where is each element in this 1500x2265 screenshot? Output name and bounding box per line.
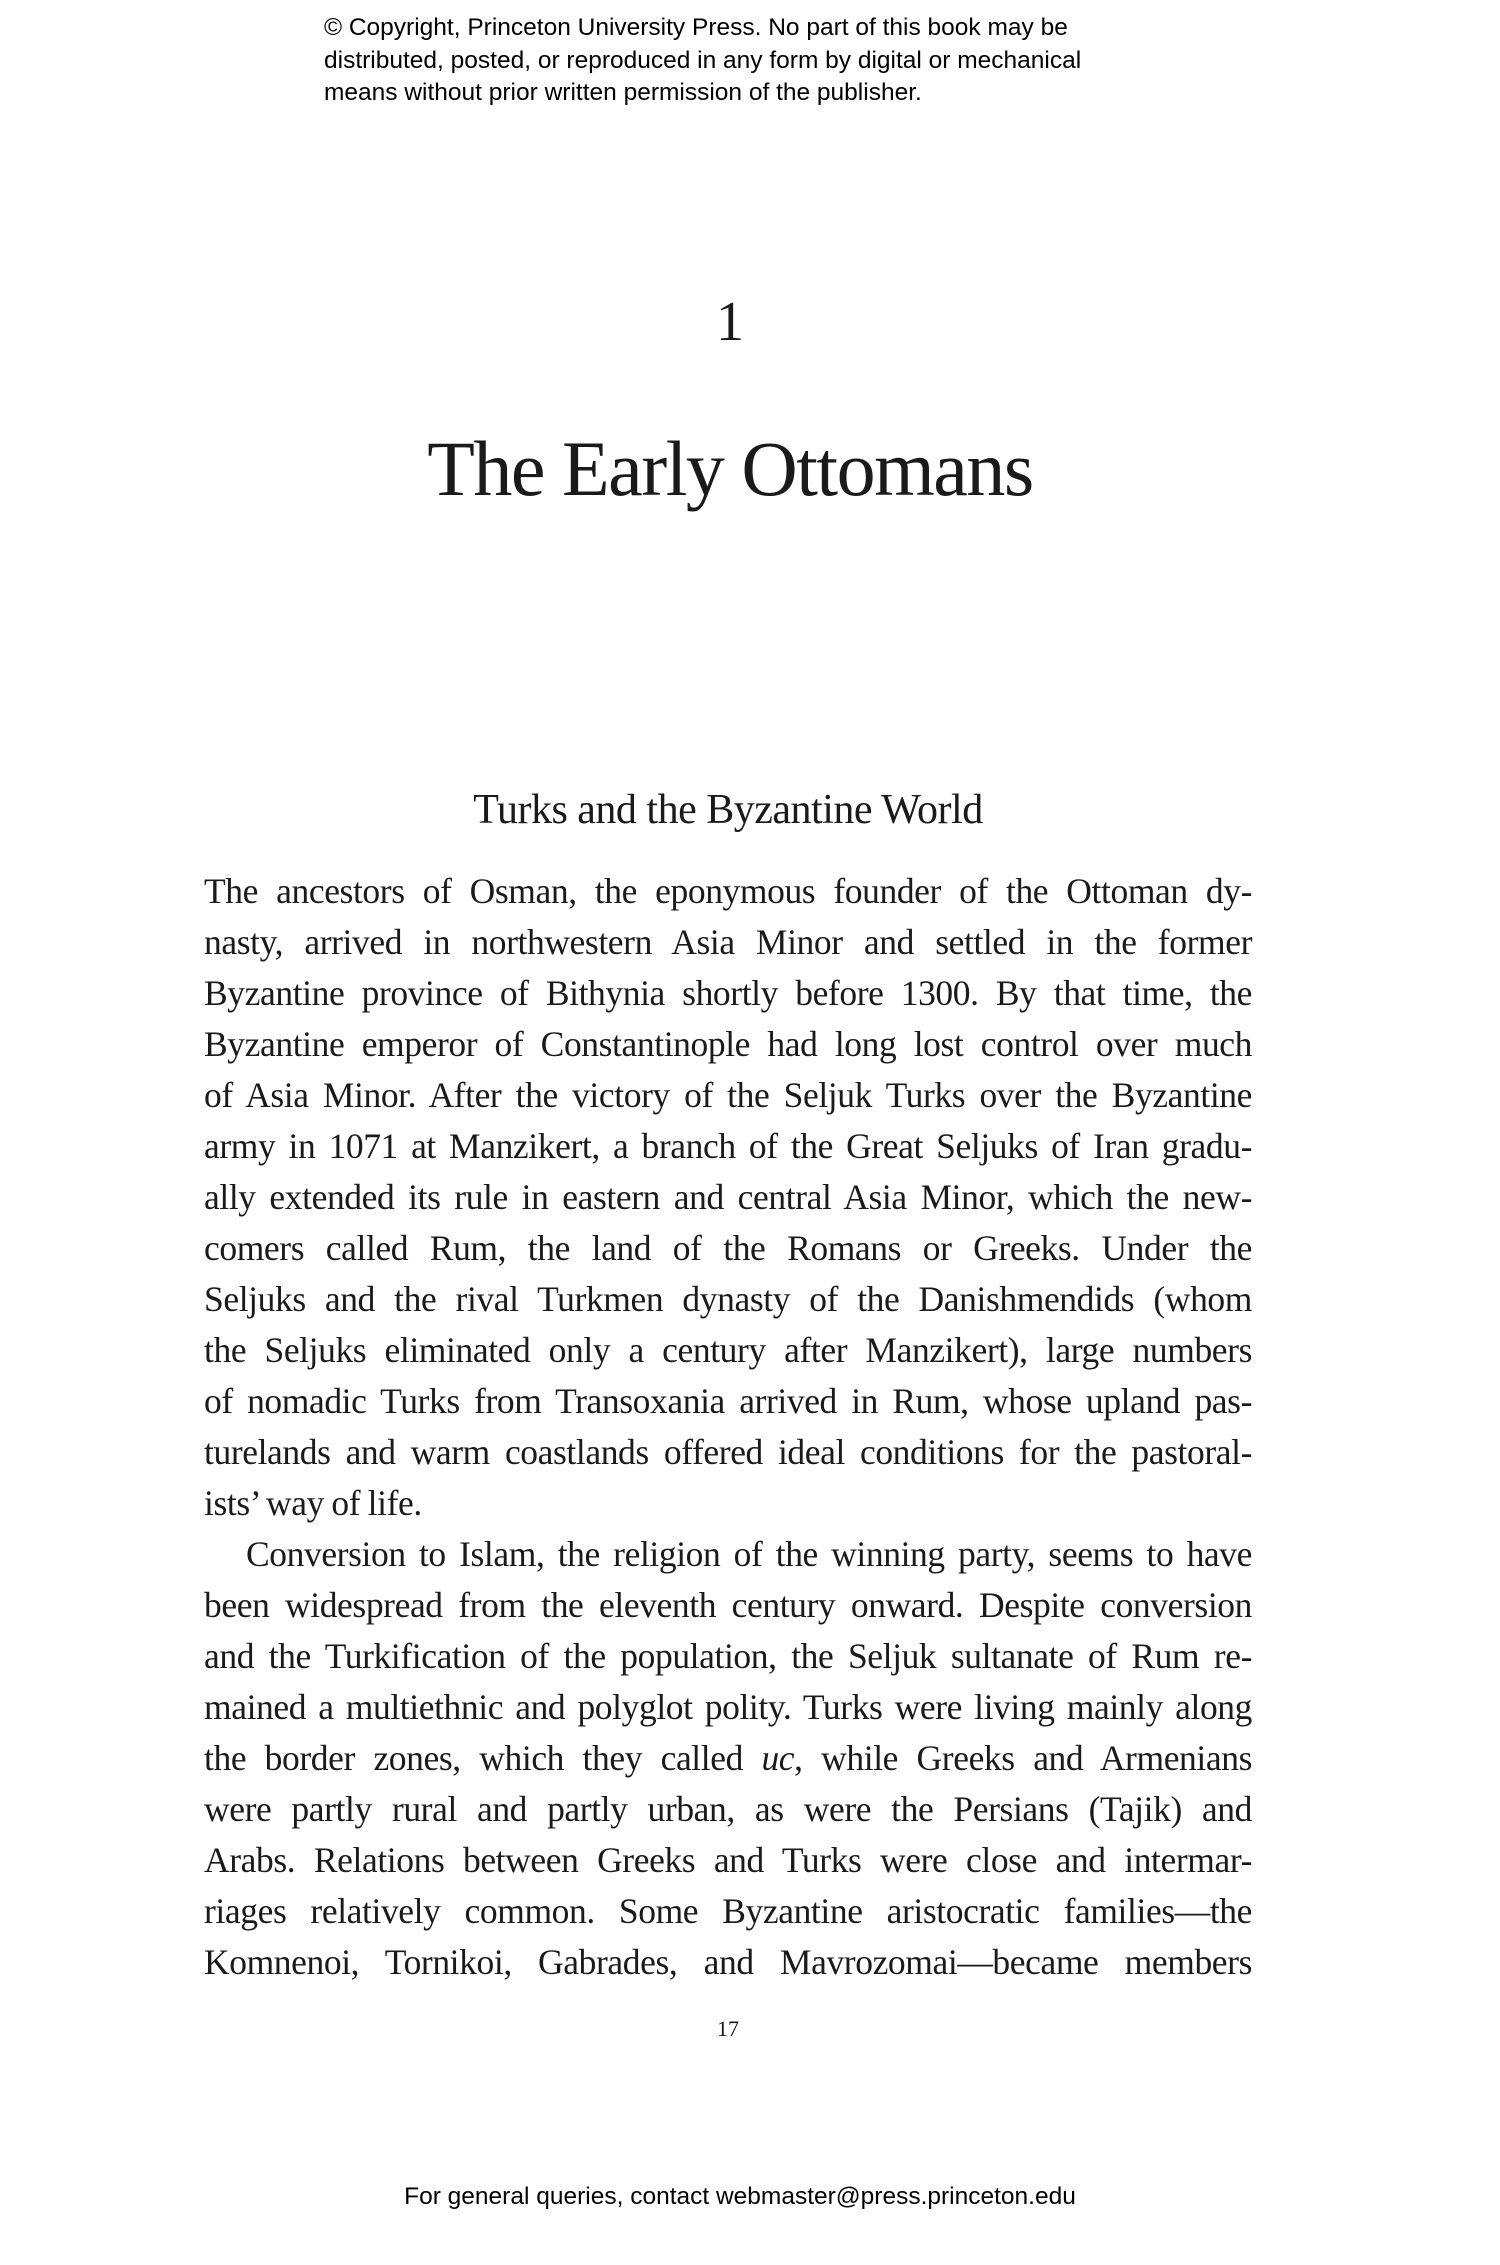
text-line: were partly rural and partly urban, as were the Persians (Tajik) and: [204, 1789, 1252, 1829]
text-line: turelands and warm coastlands offered ideal conditions for the pastoral-: [204, 1432, 1252, 1472]
page-number: 17: [717, 2016, 739, 2041]
text-line: Komnenoi, Tornikoi, Gabrades, and Mavrozomai—became members: [204, 1942, 1252, 1982]
body-text: [204, 866, 1252, 1988]
text-line: Seljuks and the rival Turkmen dynasty of the Danishmendids (whom: [204, 1279, 1252, 1319]
text-line: Arabs. Relations between Greeks and Turks were close and intermar-: [204, 1840, 1252, 1880]
text-line: ists’ way of life.: [204, 1483, 422, 1523]
section-heading: Turks and the Byzantine World: [473, 787, 983, 833]
text-line: Byzantine emperor of Constantinople had long lost control over much: [204, 1024, 1252, 1064]
text-line: the Seljuks eliminated only a century after Manzikert), large numbers: [204, 1330, 1252, 1370]
text-line: of nomadic Turks from Transoxania arrived in Rum, whose upland pas-: [204, 1381, 1252, 1421]
text-line: army in 1071 at Manzikert, a branch of the Great Seljuks of Iran gradu-: [204, 1126, 1252, 1166]
text-line: of Asia Minor. After the victory of the Seljuk Turks over the Byzantine: [204, 1075, 1252, 1115]
chapter-title: The Early Ottomans: [427, 425, 1033, 512]
paragraph-2: [204, 1529, 1252, 1988]
text-line: nasty, arrived in northwestern Asia Minor and settled in the former: [204, 922, 1252, 962]
copyright-line: distributed, posted, or reproduced in any form by digital or mechanical: [324, 46, 1082, 74]
text-line: riages relatively common. Some Byzantine aristocratic families—the: [204, 1891, 1252, 1931]
text-line: Byzantine province of Bithynia shortly before 1300. By that time, the: [204, 973, 1252, 1013]
text-line-with-italic: [204, 1733, 1252, 1784]
footer-contact: For general queries, contact webmaster@press.princeton.edu: [404, 2183, 1076, 2210]
text-line: ally extended its rule in eastern and central Asia Minor, which the new-: [204, 1177, 1252, 1217]
chapter-number: 1: [716, 291, 744, 353]
text-line: Conversion to Islam, the religion of the winning party, seems to have: [246, 1534, 1252, 1574]
copyright-line: means without prior written permission of the publisher.: [324, 79, 922, 106]
text-segment: , while Greeks and Armenians: [794, 1738, 1252, 1778]
text-segment: the border zones, which they called: [204, 1738, 762, 1778]
copyright-notice: [324, 12, 1184, 110]
italic-term: uc: [761, 1738, 795, 1778]
text-line: comers called Rum, the land of the Romans or Greeks. Under the: [204, 1228, 1252, 1268]
paragraph-1: [204, 866, 1252, 1529]
text-line: mained a multiethnic and polyglot polity. Turks were living mainly along: [204, 1687, 1252, 1727]
copyright-line: © Copyright, Princeton University Press. No part of this book may be: [324, 14, 1068, 41]
text-line: The ancestors of Osman, the eponymous founder of the Ottoman dy-: [204, 871, 1252, 911]
text-line: and the Turkification of the population, the Seljuk sultanate of Rum re-: [204, 1636, 1252, 1676]
text-line: been widespread from the eleventh century onward. Despite conversion: [204, 1585, 1252, 1625]
